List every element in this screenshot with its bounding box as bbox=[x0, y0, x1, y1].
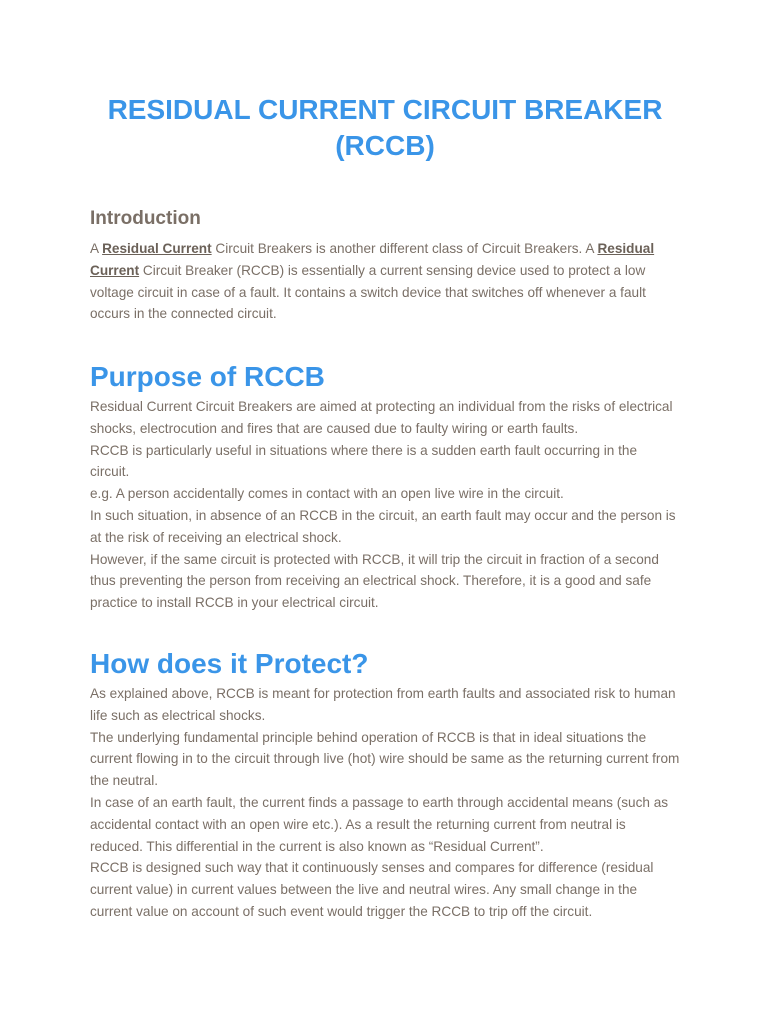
protect-paragraph-3: In case of an earth fault, the current finds a passage to earth through accidental means (such as accidental contact with an open wire etc.). As a result the returning current from neutral is reduced. This differential in the current is also known as “Residual Current”. bbox=[90, 794, 669, 854]
purpose-paragraph-5: However, if the same circuit is protected with RCCB, it will trip the circuit in fraction of a second thus preventing the person from receiving an electrical shock. Therefore, it is a good and safe practice to install RCCB in your electrical circuit. bbox=[90, 551, 659, 611]
purpose-paragraph-1: Residual Current Circuit Breakers are aimed at protecting an individual from the risks of electrical shocks, electrocution and fires that are caused due to faulty wiring or earth faults. bbox=[90, 399, 673, 436]
introduction-text-c: Circuit Breaker (RCCB) is essentially a current sensing device used to protect a low voltage circuit in case of a fault. It contains a switch device that switches off whenever a fault occurs in the connected circuit. bbox=[90, 262, 646, 322]
document-title-line-2: (RCCB) bbox=[335, 130, 435, 161]
document-title-line-1: RESIDUAL CURRENT CIRCUIT BREAKER bbox=[107, 94, 663, 125]
purpose-body bbox=[90, 396, 680, 614]
residual-current-link-2[interactable]: Residual Current bbox=[90, 241, 655, 278]
introduction-text-b: Circuit Breakers is another different class of Circuit Breakers. A bbox=[211, 241, 598, 256]
purpose-paragraph-2: RCCB is particularly useful in situations where there is a sudden earth fault occurring in the circuit. bbox=[90, 442, 638, 480]
purpose-heading: Purpose of RCCB bbox=[90, 361, 325, 392]
purpose-paragraph-4: In such situation, in absence of an RCCB in the circuit, an earth fault may occur and the person is at the risk of receiving an electrical shock. bbox=[90, 507, 676, 545]
document-title bbox=[90, 92, 680, 164]
residual-current-link-1[interactable]: Residual Current bbox=[102, 241, 212, 256]
protect-paragraph-2: The underlying fundamental principle behind operation of RCCB is that in ideal situations the current flowing in to the circuit through live (hot) wire should be same as the returning current from the neutral. bbox=[90, 729, 680, 789]
protect-paragraph-4: RCCB is designed such way that it continuously senses and compares for difference (residual current value) in current values between the live and neutral wires. Any small change in the current value on account of such event would trigger the RCCB to trip off the circuit. bbox=[90, 860, 654, 919]
protect-body bbox=[90, 683, 680, 923]
introduction-paragraph bbox=[90, 238, 680, 325]
protect-heading: How does it Protect? bbox=[90, 648, 369, 679]
introduction-heading: Introduction bbox=[90, 208, 201, 229]
protect-paragraph-1: As explained above, RCCB is meant for protection from earth faults and associated risk to human life such as electrical shocks. bbox=[90, 686, 676, 723]
introduction-text-a: A bbox=[90, 241, 103, 256]
purpose-paragraph-3: e.g. A person accidentally comes in contact with an open live wire in the circuit. bbox=[90, 486, 564, 502]
